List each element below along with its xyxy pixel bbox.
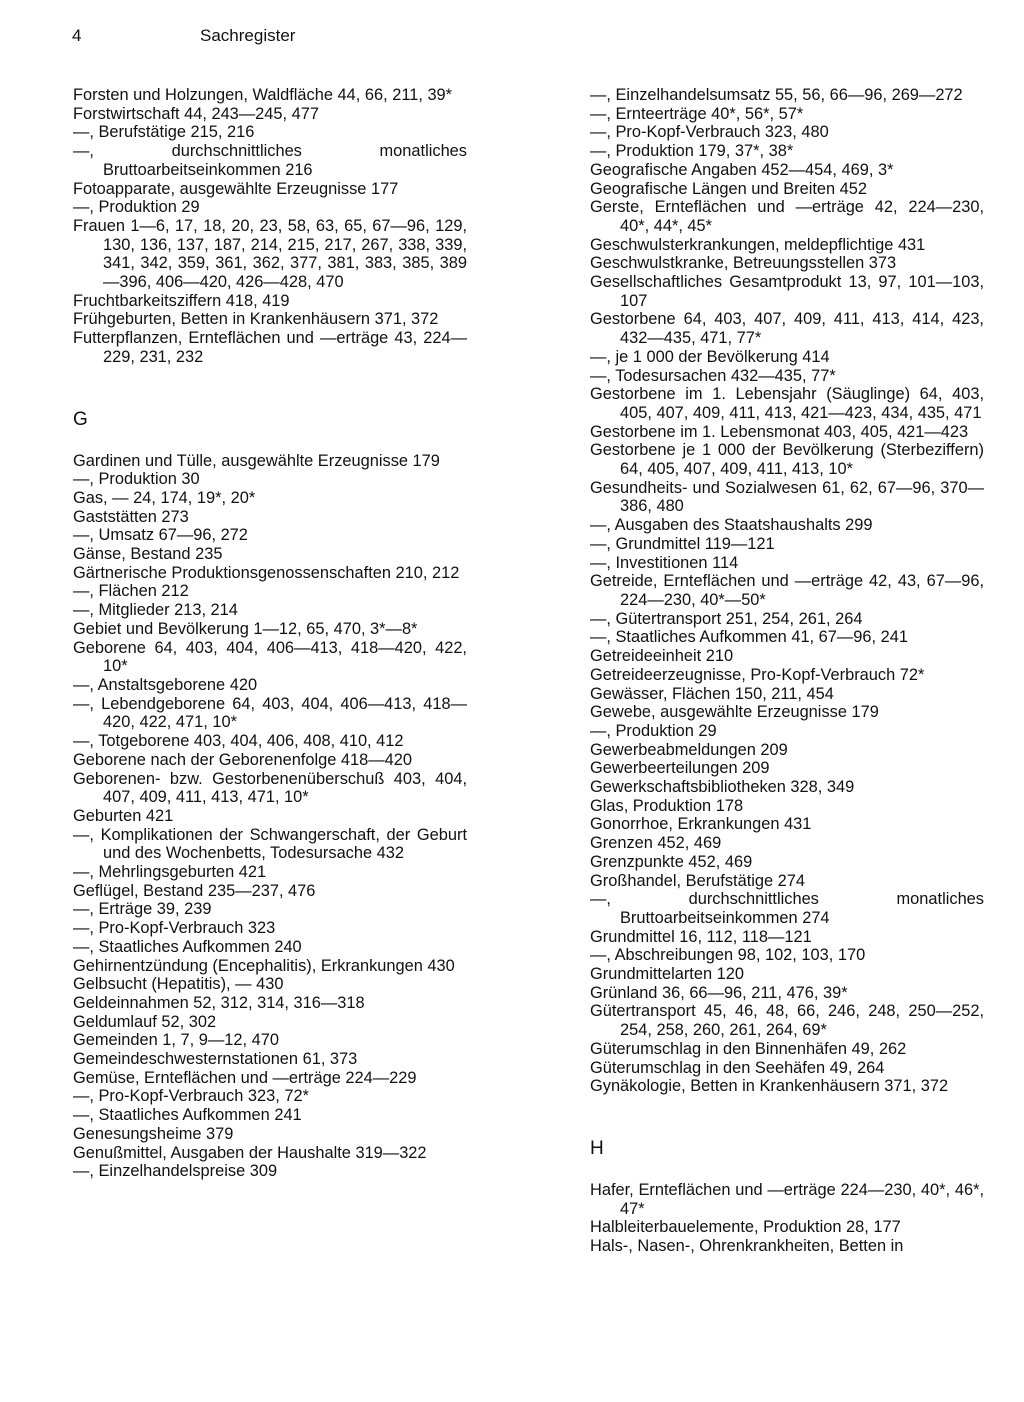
index-entry: Grundmittel 16, 112, 118—121 — [590, 927, 812, 946]
index-entry: —, Erträge 39, 239 — [73, 900, 212, 919]
right-column — [590, 86, 984, 1256]
left-column — [73, 86, 467, 1181]
index-entry: Gewerbeabmeldungen 209 — [590, 740, 788, 759]
index-entry: —, Pro-Kopf-Verbrauch 323, 480 — [590, 123, 829, 142]
index-entry: —, Todesursachen 432—435, 77* — [590, 366, 836, 385]
index-entry: Forsten und Holzungen, Waldfläche 44, 66, 211, 39* — [73, 86, 453, 104]
index-entry: Gebiet und Bevölkerung 1—12, 65, 470, 3*—8* — [73, 619, 418, 638]
index-entry: Gaststätten 273 — [73, 507, 189, 526]
index-entry: Gerste, Ernteflächen und —erträge 42, 224—230, 40*, 44*, 45* — [590, 198, 984, 235]
index-entry: —, Pro-Kopf-Verbrauch 323 — [73, 919, 276, 938]
index-entry: Geflügel, Bestand 235—237, 476 — [73, 881, 316, 900]
index-entry: —, Produktion 29 — [590, 721, 717, 740]
index-entry: Gesellschaftliches Gesamtprodukt 13, 97, 101—103, 107 — [590, 273, 984, 310]
index-entry: Güterumschlag in den Binnenhäfen 49, 262 — [590, 1039, 907, 1058]
index-entry: Genesungsheime 379 — [73, 1124, 234, 1143]
index-entry: —, Mehrlingsgeburten 421 — [73, 863, 267, 882]
index-entry: Fotoapparate, ausgewählte Erzeugnisse 177 — [73, 179, 399, 198]
index-entry: Gas, — 24, 174, 19*, 20* — [73, 488, 256, 507]
index-entry: Getreideerzeugnisse, Pro-Kopf-Verbrauch 72* — [590, 665, 925, 684]
index-entry: Fruchtbarkeitsziffern 418, 419 — [73, 291, 290, 310]
index-entry: Grundmittelarten 120 — [590, 965, 744, 984]
index-entry: Gemeindeschwesternstationen 61, 373 — [73, 1050, 358, 1069]
index-entry: Frühgeburten, Betten in Krankenhäusern 371, 372 — [73, 310, 439, 329]
page-number: 4 — [72, 26, 82, 45]
index-entry: Grenzen 452, 469 — [590, 834, 722, 853]
index-entry: Gehirnentzündung (Encephalitis), Erkrankungen 430 — [73, 956, 455, 975]
index-entry: —, Ausgaben des Staatshaushalts 299 — [590, 516, 873, 535]
index-entry: Hafer, Ernteflächen und —erträge 224—230, 40*, 46*, 47* — [590, 1180, 984, 1218]
index-entry: —, Produktion 179, 37*, 38* — [590, 142, 794, 161]
index-entry: Gestorbene im 1. Lebensjahr (Säuglinge) 64, 403, 405, 407, 409, 411, 413, 421—423, 434, 435, 471 — [590, 385, 984, 422]
index-entry: —, Flächen 212 — [73, 582, 189, 601]
entry-list-after — [73, 452, 467, 1181]
index-entry: Futterpflanzen, Ernteflächen und —erträge 43, 224—229, 231, 232 — [73, 329, 467, 366]
index-entry: —, Einzelhandelspreise 309 — [73, 1162, 278, 1181]
index-entry: —, Komplikationen der Schwangerschaft, der Geburt und des Wochenbetts, Todesursache 432 — [73, 825, 467, 863]
entry-list-after — [590, 1181, 984, 1256]
index-entry: Gewebe, ausgewählte Erzeugnisse 179 — [590, 703, 879, 722]
index-entry: Gewerkschaftsbibliotheken 328, 349 — [590, 778, 855, 797]
index-entry: Hals-, Nasen-, Ohrenkrankheiten, Betten in — [590, 1237, 904, 1256]
index-entry: —, Staatliches Aufkommen 241 — [73, 1106, 302, 1125]
index-entry: Güterumschlag in den Seehäfen 49, 264 — [590, 1058, 885, 1077]
index-entry: —, Produktion 29 — [73, 198, 200, 217]
index-entry: —, Berufstätige 215, 216 — [73, 123, 255, 142]
section-letter-h: H — [590, 1137, 604, 1159]
index-entry: —, Abschreibungen 98, 102, 103, 170 — [590, 946, 866, 965]
index-entry: —, durchschnittliches monatliches Bruttoarbeitseinkommen 216 — [73, 142, 467, 179]
index-entry: —, Grundmittel 119—121 — [590, 534, 775, 553]
index-entry: Gelbsucht (Hepatitis), — 430 — [73, 975, 284, 994]
index-entry: —, durchschnittliches monatliches Bruttoarbeitseinkommen 274 — [590, 890, 984, 927]
entry-list-before — [590, 86, 984, 1096]
index-entry: —, Produktion 30 — [73, 470, 200, 489]
index-entry: Geborenen- bzw. Gestorbenenüberschuß 403, 404, 407, 409, 411, 413, 471, 10* — [73, 769, 467, 807]
index-entry: —, Gütertransport 251, 254, 261, 264 — [590, 609, 863, 628]
index-entry: Geburten 421 — [73, 806, 174, 825]
index-entry: Geschwulstkranke, Betreuungsstellen 373 — [590, 254, 897, 273]
index-entry: —, Lebendgeborene 64, 403, 404, 406—413, 418—420, 422, 471, 10* — [73, 694, 467, 732]
index-entry: Genußmittel, Ausgaben der Haushalte 319—322 — [73, 1143, 427, 1162]
index-entry: Geschwulsterkrankungen, meldepflichtige 431 — [590, 235, 926, 254]
index-entry: Geldeinnahmen 52, 312, 314, 316—318 — [73, 993, 365, 1012]
index-entry: Gesundheits- und Sozialwesen 61, 62, 67—96, 370—386, 480 — [590, 478, 984, 516]
index-entry: Getreideeinheit 210 — [590, 647, 734, 666]
index-entry: Gynäkologie, Betten in Krankenhäusern 371, 372 — [590, 1077, 949, 1096]
index-entry: Halbleiterbauelemente, Produktion 28, 177 — [590, 1218, 901, 1237]
index-entry: Geborene 64, 403, 404, 406—413, 418—420, 422, 10* — [73, 638, 467, 676]
index-entry: Gestorbene im 1. Lebensmonat 403, 405, 421—423 — [590, 422, 969, 441]
section-letter-g: G — [73, 408, 88, 430]
index-entry: —, Investitionen 114 — [590, 553, 739, 572]
index-entry: Gütertransport 45, 46, 48, 66, 246, 248, 250—252, 254, 258, 260, 261, 264, 69* — [590, 1002, 984, 1040]
index-entry: Großhandel, Berufstätige 274 — [590, 871, 806, 890]
index-entry: Forstwirtschaft 44, 243—245, 477 — [73, 104, 319, 123]
index-entry: Gemeinden 1, 7, 9—12, 470 — [73, 1031, 279, 1050]
index-entry: —, Mitglieder 213, 214 — [73, 601, 238, 620]
index-entry: —, Anstaltsgeborene 420 — [73, 675, 258, 694]
index-entry: —, Totgeborene 403, 404, 406, 408, 410, 412 — [73, 732, 404, 751]
index-entry: Glas, Produktion 178 — [590, 796, 744, 815]
index-entry: Frauen 1—6, 17, 18, 20, 23, 58, 63, 65, 67—96, 129, 130, 136, 137, 187, 214, 215, 217, 267, 338, 339, 341, 342, 359, 361, 362, 377, 381, 383, 385, 389—396, 406—420, 426—428, 470 — [73, 216, 467, 292]
index-entry: Geografische Angaben 452—454, 469, 3* — [590, 160, 894, 179]
index-entry: Gestorbene 64, 403, 407, 409, 411, 413, 414, 423, 432—435, 471, 77* — [590, 310, 984, 348]
index-entry: —, Ernteerträge 40*, 56*, 57* — [590, 104, 804, 123]
index-entry: Gonorrhoe, Erkrankungen 431 — [590, 815, 812, 834]
index-entry: —, je 1 000 der Bevölkerung 414 — [590, 347, 830, 366]
index-entry: Getreide, Ernteflächen und —erträge 42, 43, 67—96, 224—230, 40*—50* — [590, 572, 984, 609]
index-entry: Gardinen und Tülle, ausgewählte Erzeugnisse 179 — [73, 451, 440, 470]
index-entry: Geborene nach der Geborenenfolge 418—420 — [73, 750, 412, 769]
index-entry: —, Umsatz 67—96, 272 — [73, 526, 248, 545]
index-entry: —, Einzelhandelsumsatz 55, 56, 66—96, 269—272 — [590, 86, 963, 104]
index-entry: Geografische Längen und Breiten 452 — [590, 179, 868, 198]
index-entry: Grünland 36, 66—96, 211, 476, 39* — [590, 983, 848, 1002]
index-entry: Grenzpunkte 452, 469 — [590, 852, 753, 871]
index-entry: Gestorbene je 1 000 der Bevölkerung (Sterbeziffern) 64, 405, 407, 409, 411, 413, 10* — [590, 441, 984, 479]
index-entry: Gemüse, Ernteflächen und —erträge 224—229 — [73, 1068, 417, 1087]
index-entry: Geldumlauf 52, 302 — [73, 1012, 217, 1031]
index-entry: Gänse, Bestand 235 — [73, 545, 223, 564]
index-entry: Gärtnerische Produktionsgenossenschaften 210, 212 — [73, 563, 460, 582]
index-entry: —, Pro-Kopf-Verbrauch 323, 72* — [73, 1087, 309, 1106]
index-entry: —, Staatliches Aufkommen 240 — [73, 937, 302, 956]
index-entry: —, Staatliches Aufkommen 41, 67—96, 241 — [590, 628, 908, 647]
index-entry: Gewässer, Flächen 150, 211, 454 — [590, 684, 834, 703]
running-head: Sachregister — [200, 26, 296, 45]
index-entry: Gewerbeerteilungen 209 — [590, 759, 770, 778]
entry-list-before — [73, 86, 467, 367]
